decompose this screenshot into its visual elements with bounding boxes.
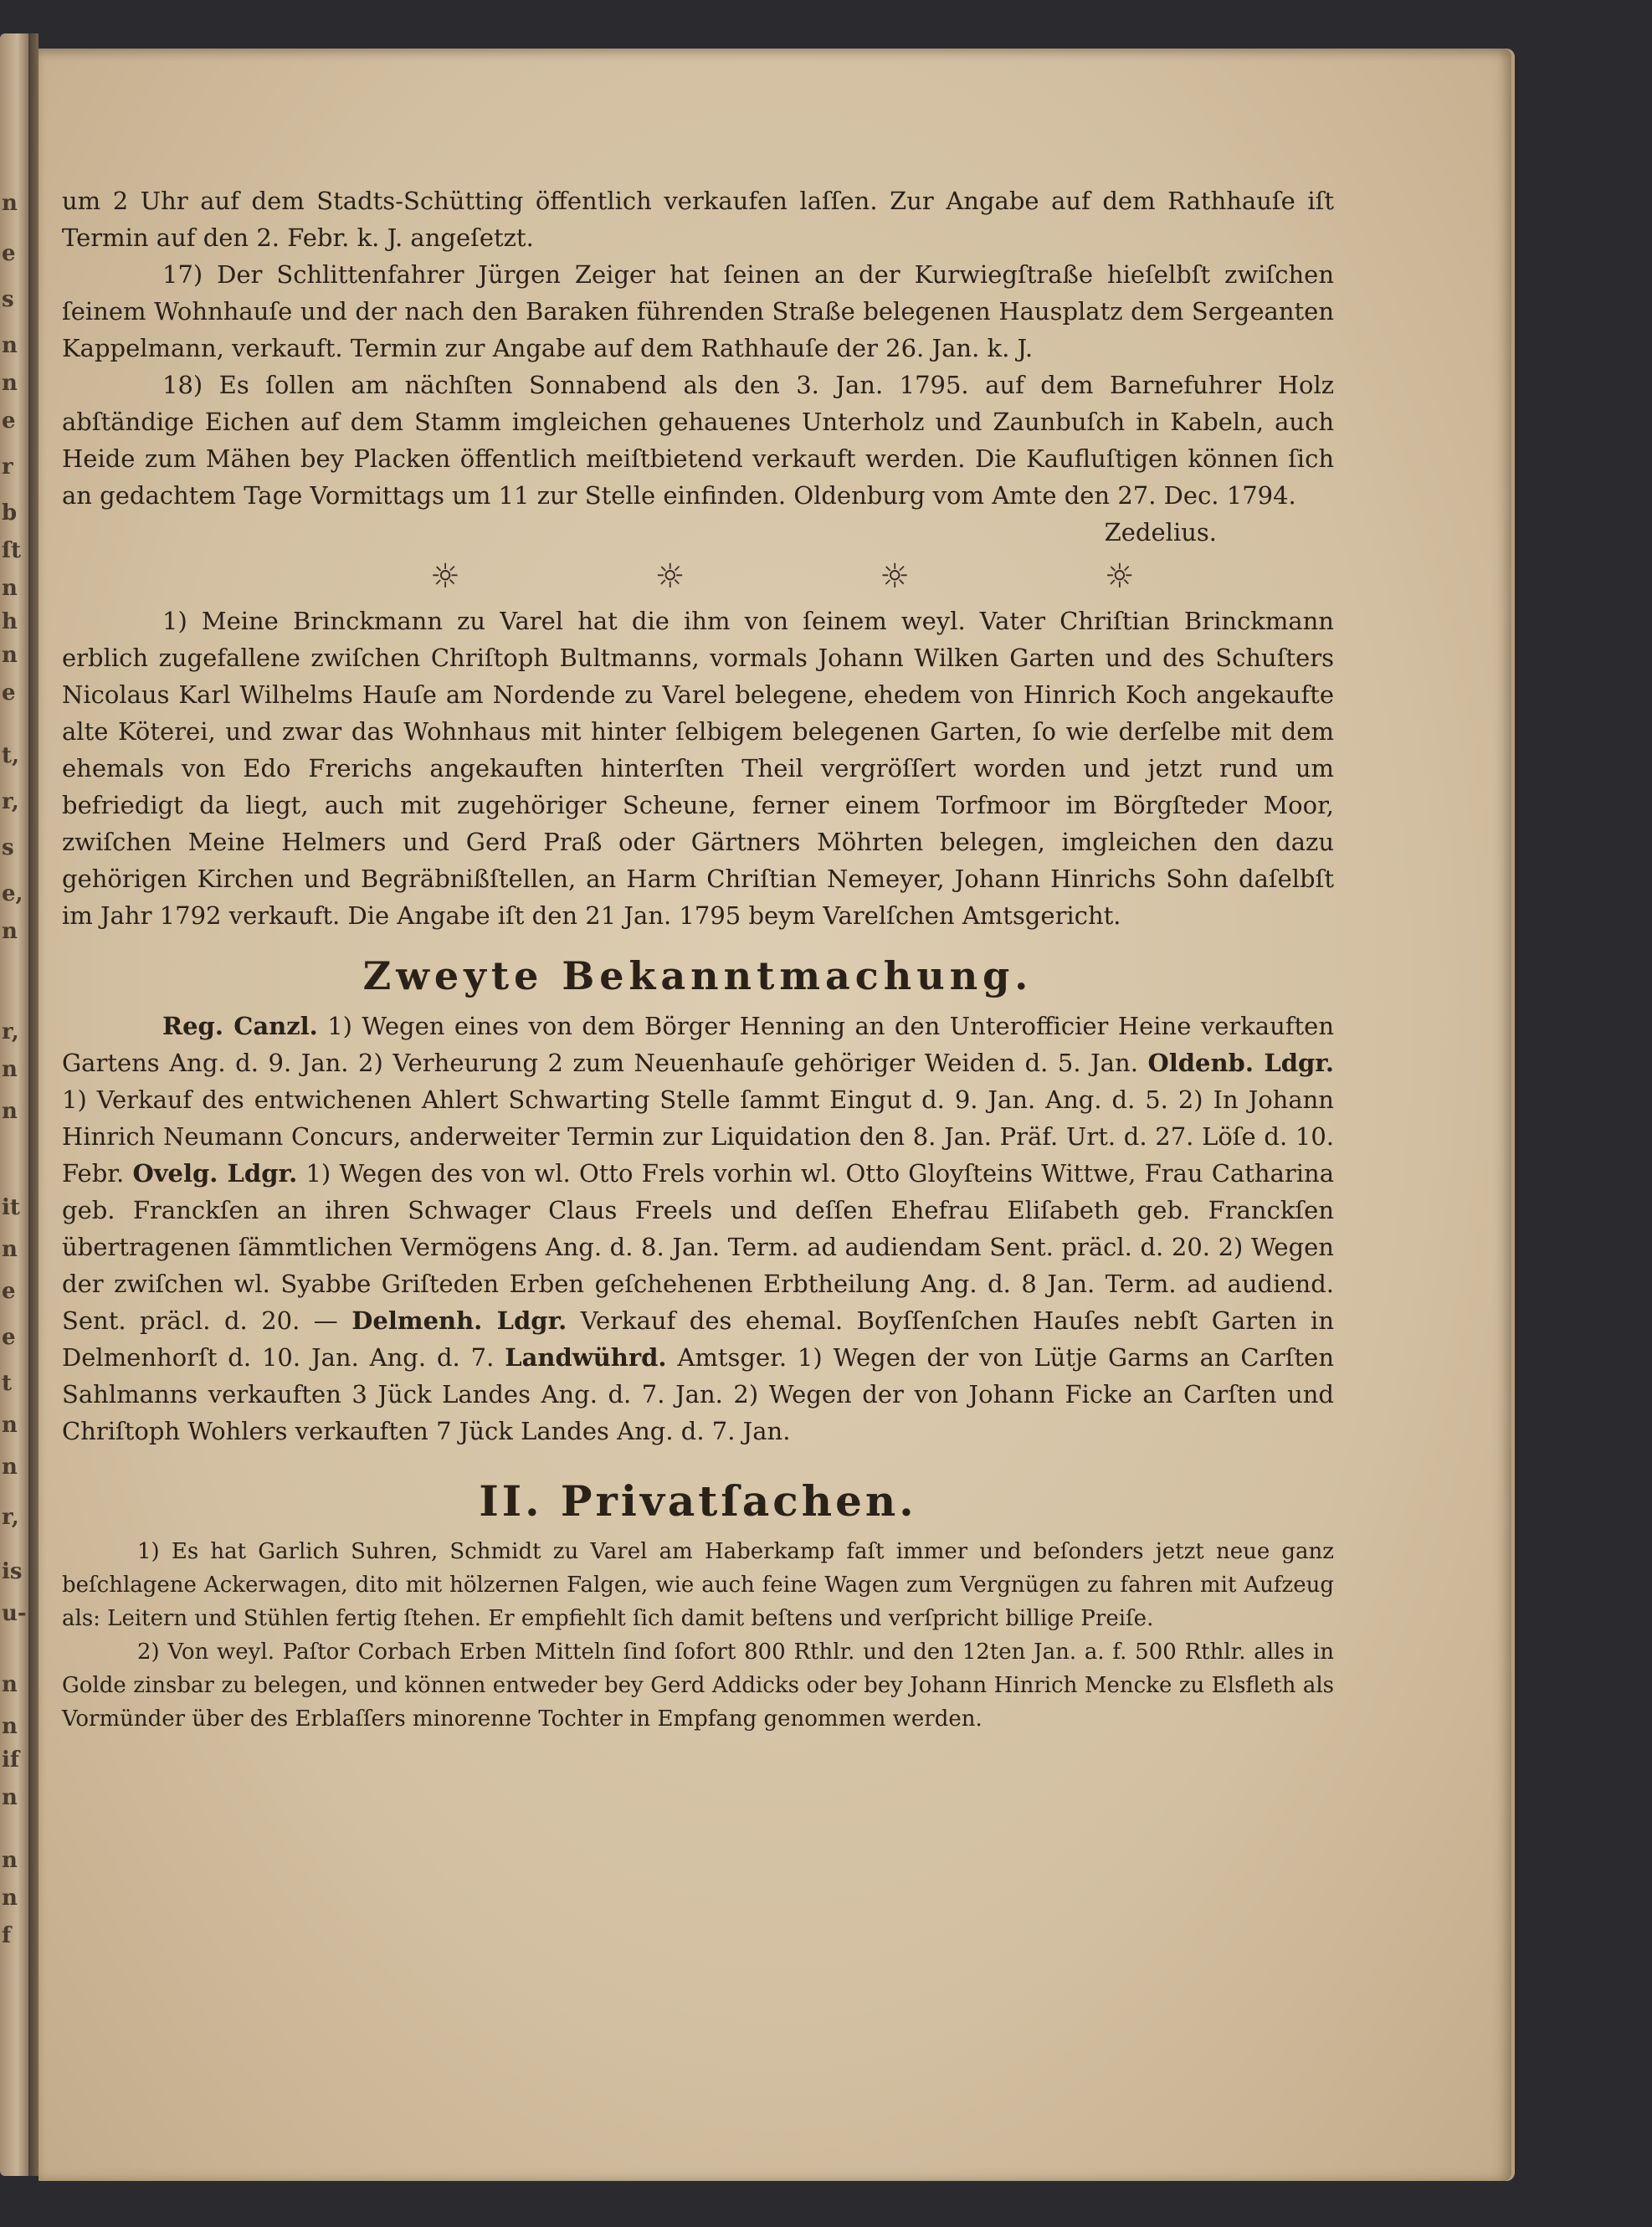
gutter-fragment: r, <box>2 789 19 814</box>
gutter-fragment: n <box>2 1886 18 1911</box>
section-heading-privatsachen: II. Privatſachen. <box>479 1476 917 1526</box>
gutter-fragment: e <box>2 241 16 266</box>
gutter-fragment: n <box>2 643 18 668</box>
page-text <box>62 182 1334 1736</box>
label-landwuhrd: Landwührd. <box>505 1343 667 1372</box>
label-reg-canzl: Reg. Canzl. <box>162 1012 318 1040</box>
label-oldenb: Oldenb. Ldgr. <box>1147 1049 1335 1077</box>
gutter-fragment: h <box>2 609 18 634</box>
gutter-fragment: e, <box>2 881 23 906</box>
gutter-fragment: e <box>2 1325 16 1350</box>
gutter-fragment: r <box>2 454 13 480</box>
gutter-fragment: n <box>2 1455 18 1480</box>
gutter-fragment: n <box>2 1057 18 1082</box>
ornament-stars: ☼ ☼ ☼ ☼ <box>430 557 1227 596</box>
paragraph-brinckmann: 1) Meine Brinckmann zu Varel hat die ihm von ſeinem weyl. Vater Chriſtian Brinckmann erblich zugefallene zwiſchen Chriſtoph Bultmanns, vormals Johann Wilken Garten und des Schuſters Nicolaus Karl Wilhelms Hauſe am Nordende zu Varel belegene, ehedem von Hinrich Koch angekaufte alte Köterei, und zwar das Wohnhaus mit hinter ſelbigem belegenen Garten, ſo wie derſelbe mit dem ehemals von Edo Frerichs angekauften hinterſten Theil vergröſſert worden und jetzt rund um befriedigt da liegt, auch mit zugehöriger Scheune, ferner einem Torfmoor im Börgſteder Moor, zwiſchen Meine Helmers und Gerd Praß oder Gärtners Möhrten belegen, imgleichen den dazu gehörigen Kirchen und Begräbnißſtellen, an Harm Chriſtian Nemeyer, Johann Hinrichs Sohn daſelbſt im Jahr 1792 verkauft. Die Angabe iſt den 21 Jan. 1795 beym Varelſchen Amtsgericht. <box>62 607 1334 930</box>
gutter-fragment: n <box>2 919 18 944</box>
gutter-fragment: n <box>2 1099 18 1124</box>
gutter-fragment: n <box>2 576 18 601</box>
gutter-fragment: n <box>2 1237 18 1262</box>
paragraph-item-18: 18) Es ſollen am nächſten Sonnabend als den 3. Jan. 1795. auf dem Barnefuhrer Holz abſtändige Eichen auf dem Stamm imgleichen gehauenes Unterholz und Zaunbuſch in Kabeln, auch Heide zum Mähen bey Placken öffentlich meiſtbietend verkauft werden. Die Kaufluſtigen können ſich an gedachtem Tage Vormittags um 11 zur Stelle einfinden. Oldenburg vom Amte den 27. Dec. 1794. <box>62 371 1334 510</box>
gutter-fragment: t <box>2 1371 13 1396</box>
label-ovelg: Ovelg. Ldgr. <box>132 1159 298 1188</box>
label-delmenh: Delmenh. Ldgr. <box>351 1306 567 1335</box>
gutter-fragment: if <box>2 1747 20 1773</box>
gutter-fragment: n <box>2 1672 18 1697</box>
gutter-fragment: n <box>2 333 18 358</box>
gutter-fragment: r, <box>2 1019 19 1044</box>
previous-page-edge <box>0 33 28 2176</box>
gutter-fragment: n <box>2 371 18 396</box>
text-delmenh: Verkauf des ehemal. Boyſſenſchen Hauſes nebſt Garten in Delmenhorſt d. 10. Jan. Ang. d. 7. <box>62 1306 1334 1372</box>
gutter-fragment: n <box>2 1413 18 1438</box>
paragraph-corbach: 2) Von weyl. Paſtor Corbach Erben Mitteln ſind ſofort 800 Rthlr. und den 12ten Jan. a. f. 500 Rthlr. alles in Golde zinsbar zu belegen, und können entweder bey Gerd Addicks oder bey Johann Hinrich Mencke zu Elsfleth als Vormünder über des Erblaſſers minorenne Tochter in Empfang genommen werden. <box>62 1639 1334 1732</box>
gutter-fragment: s <box>2 835 14 860</box>
paragraph-suhren: 1) Es hat Garlich Suhren, Schmidt zu Varel am Haberkamp faſt immer und beſonders jetzt neue ganz beſchlagene Ackerwagen, dito mit hölzernen Falgen, wie auch feine Wagen zum Vergnügen zu fahren mit Aufzeug als: Leitern und Stühlen fertig ſtehen. Er empfiehlt ſich damit beſtens und verſpricht billige Preiſe. <box>62 1539 1334 1631</box>
signature: Zedelius. <box>1104 518 1217 546</box>
document-page <box>38 49 1511 2181</box>
gutter-fragment: e <box>2 1279 16 1304</box>
book-spine <box>28 33 38 2176</box>
gutter-fragment: e <box>2 680 16 706</box>
text-ovelg: 1) Wegen des von wl. Otto Frels vorhin wl. Otto Gloyſteins Wittwe, Frau Catharina geb. Franckſen an ihren Schwager Claus Freels und deſſen Ehefrau Eliſabeth geb. Franckſen übertragenen ſämmtlichen Vermögens Ang. d. 8. Jan. Term. ad audiendam Sent. präcl. d. 20. 2) Wegen der zwiſchen wl. Syabbe Griſteden Erben geſchehenen Erbtheilung Ang. d. 8 Jan. Term. ad audiend. Sent. präcl. d. 20. — <box>62 1159 1334 1335</box>
paragraph-bekanntmachung <box>62 1008 1334 1450</box>
gutter-fragment: n <box>2 191 18 216</box>
gutter-fragment: n <box>2 1785 18 1810</box>
gutter-fragment: u- <box>2 1601 27 1626</box>
text-reg-canzl: 1) Wegen eines von dem Börger Henning an den Unterofficier Heine verkauften Gartens Ang. d. 9. Jan. 2) Verheurung 2 zum Neuenhauſe gehöriger Weiden d. 5. Jan. <box>62 1012 1334 1077</box>
paragraph-item-17: 17) Der Schlittenfahrer Jürgen Zeiger hat ſeinen an der Kurwiegſtraße hieſelbſt zwiſchen ſeinem Wohnhauſe und der nach den Baraken führenden Straße belegenen Hausplatz dem Sergeanten Kappelmann, verkauft. Termin zur Angabe auf dem Rathhauſe der 26. Jan. k. J. <box>62 260 1334 362</box>
gutter-fragment: t, <box>2 743 20 768</box>
gutter-fragment: s <box>2 287 14 312</box>
gutter-fragment: e <box>2 408 16 434</box>
gutter-fragment: is <box>2 1559 23 1584</box>
gutter-fragment: n <box>2 1848 18 1873</box>
gutter-fragment: ſt <box>2 538 22 563</box>
text-oldenb: 1) Verkauf des entwichenen Ahlert Schwarting Stelle ſammt Eingut d. 9. Jan. Ang. d. 5. 2) In Johann Hinrich Neumann Concurs, anderweiter Termin zur Liquidation den 8. Jan. Präf. Urt. d. 27. Löſe d. 10. Febr. <box>62 1085 1334 1188</box>
text-landwuhrd: Amtsger. 1) Wegen der von Lütje Garms an Carſten Sahlmanns verkauften 3 Jück Landes Ang. d. 7. Jan. 2) Wegen der von Johann Ficke an Carſten und Chriſtoph Wohlers verkauften 7 Jück Landes Ang. d. 7. Jan. <box>62 1343 1334 1445</box>
gutter-fragment: it <box>2 1195 20 1220</box>
gutter-fragment: f <box>2 1923 12 1948</box>
gutter-fragment: r, <box>2 1505 19 1530</box>
section-heading-zweyte: Zweyte Bekanntmachung. <box>362 953 1034 998</box>
gutter-fragment: b <box>2 500 18 526</box>
gutter-fragment: n <box>2 1714 18 1739</box>
paragraph-continuation: um 2 Uhr auf dem Stadts-Schütting öffentlich verkaufen laſſen. Zur Angabe auf dem Rathhauſe iſt Termin auf den 2. Febr. k. J. angeſetzt. <box>62 187 1334 252</box>
